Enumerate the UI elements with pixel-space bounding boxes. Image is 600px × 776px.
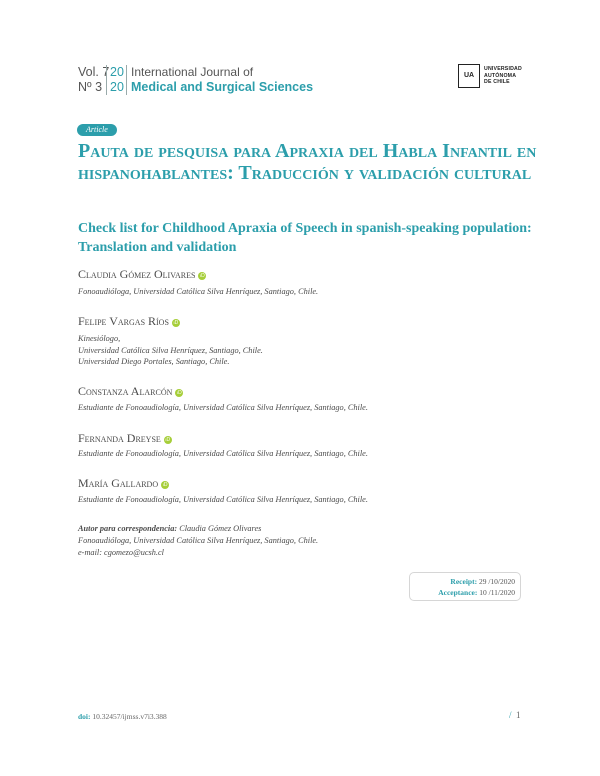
author-affiliation: Fonoaudióloga, Universidad Católica Silva Henríquez, Santiago, Chile. (78, 287, 319, 296)
article-title: Pauta de pesquisa para Apraxia del Habla Infantil en hispanohablantes: Traducción y validación cultural (78, 140, 537, 184)
article-subtitle: Check list for Childhood Apraxia of Speech in spanish-speaking population: Translation and validation (78, 221, 532, 255)
logo-mark: UA (458, 64, 480, 88)
author-name: Claudia Gómez Olivares iD (78, 267, 205, 281)
email-link[interactable]: e-mail: cgomezo@ucsh.cl (78, 548, 164, 557)
author-name: Fernanda Dreyse iD (78, 431, 171, 445)
author-affiliation: Kinesiólogo, Universidad Católica Silva Henríquez, Santiago, Chile. Universidad Diego Portales, Santiago, Chile. (78, 334, 263, 366)
page-number: / 1 (509, 710, 521, 720)
article-type-badge: Article (77, 124, 117, 136)
correspondence-block: Autor para correspondencia: Claudia Gómez Olivares Fonoaudióloga, Universidad Católica Silva Henríquez, Santiago, Chile. e-mail: cgomezo@ucsh.cl (78, 524, 319, 557)
orcid-icon[interactable]: iD (177, 390, 182, 396)
author-affiliation: Estudiante de Fonoaudiología, Universidad Católica Silva Henríquez, Santiago, Chile. (78, 403, 368, 412)
volume: Vol. 7 (78, 65, 110, 79)
author-affiliation: Estudiante de Fonoaudiología, Universidad Católica Silva Henríquez, Santiago, Chile. (78, 449, 368, 458)
year: 20 20 (106, 65, 124, 95)
journal-name: International Journal of Medical and Surgical Sciences (126, 65, 313, 95)
orcid-icon[interactable]: iD (200, 273, 205, 279)
issue-number: Nº 3 (78, 80, 103, 94)
orcid-icon[interactable]: iD (162, 482, 168, 488)
university-logo (458, 64, 520, 92)
dates-box: Receipt: 29 /10/2020 Acceptance: 10 /11/2020 (409, 572, 521, 601)
author-name: Felipe Vargas Ríos iD (78, 314, 179, 328)
volume-issue (78, 65, 109, 95)
orcid-icon[interactable]: iD (165, 437, 171, 443)
author-affiliation: Estudiante de Fonoaudiología, Universidad Católica Silva Henríquez, Santiago, Chile. (78, 495, 368, 504)
author-name: María Gallardo iD (78, 476, 168, 490)
logo-text: UNIVERSIDAD AUTÓNOMA DE CHILE (484, 66, 522, 85)
orcid-icon[interactable]: iD (173, 320, 179, 326)
author-name: Constanza Alarcón iD (78, 384, 182, 398)
doi[interactable]: doi: 10.32457/ijmss.v7i3.388 (78, 712, 167, 721)
